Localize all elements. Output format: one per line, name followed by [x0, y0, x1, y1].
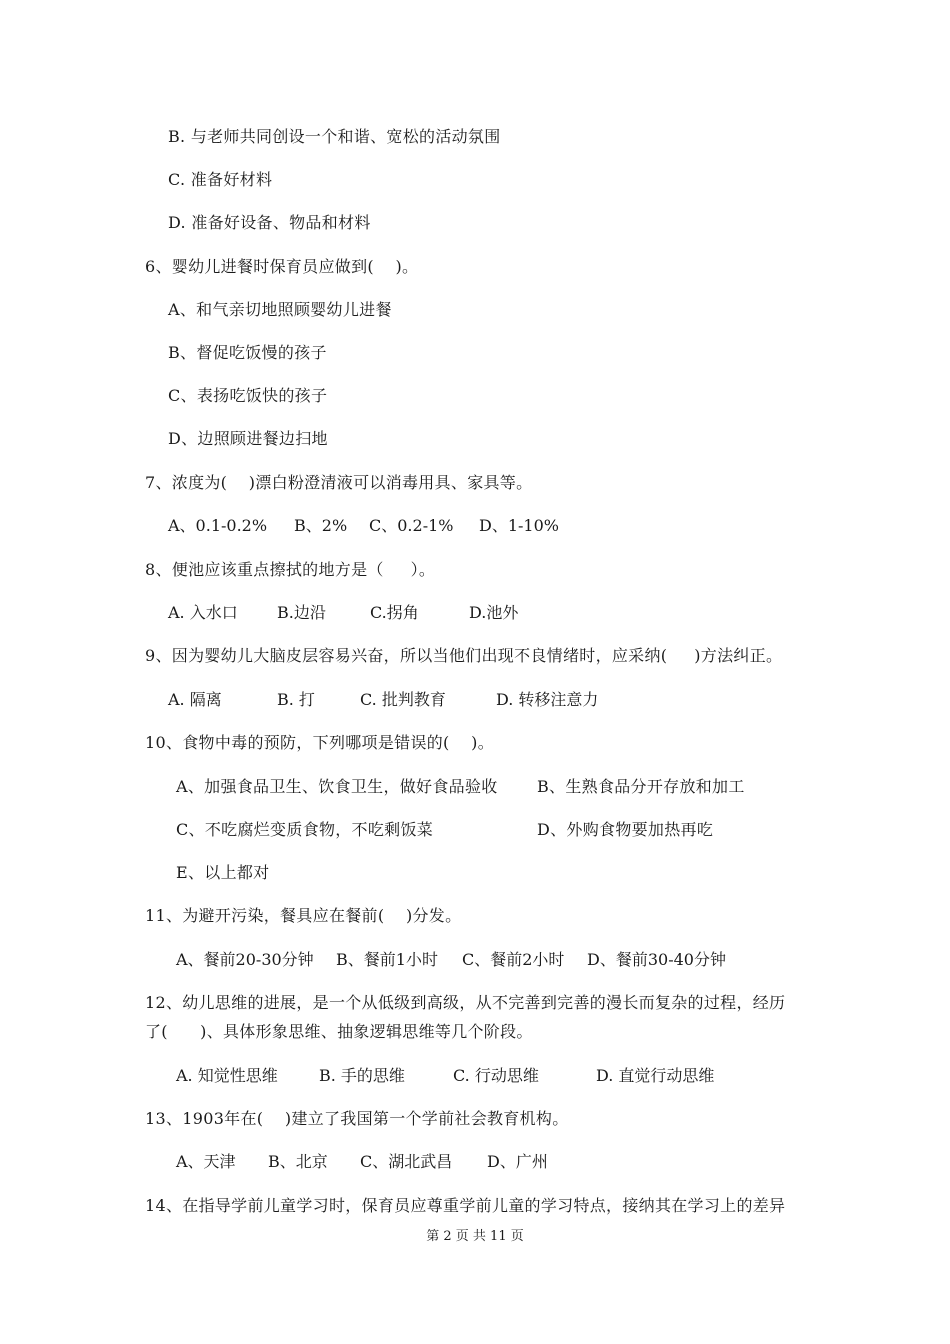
q7-stem: 7、浓度为( )漂白粉澄清液可以消毒用具、家具等。: [145, 473, 533, 492]
q5-option-b: B. 与老师共同创设一个和谐、宽松的活动氛围: [168, 127, 501, 146]
q8-option-b: B.边沿: [277, 603, 326, 622]
q13-stem: 13、1903年在( )建立了我国第一个学前社会教育机构。: [145, 1109, 569, 1128]
q11-option-a: A、餐前20-30分钟: [176, 950, 314, 969]
q8-stem: 8、便池应该重点擦拭的地方是（ ）。: [145, 560, 436, 579]
q13-option-a: A、天津: [176, 1152, 236, 1171]
q10-option-b: B、生熟食品分开存放和加工: [537, 777, 745, 796]
q12-option-d: D. 直觉行动思维: [596, 1066, 715, 1085]
q9-options: [0, 689, 950, 821]
q10-option-d: D、外购食物要加热再吃: [537, 820, 714, 839]
q11-option-b: B、餐前1小时: [336, 950, 438, 969]
q10-option-e: E、以上都对: [176, 863, 270, 882]
q13-options: [0, 1151, 950, 1283]
q12-option-a: A. 知觉性思维: [176, 1066, 278, 1085]
q11-option-c: C、餐前2小时: [462, 950, 565, 969]
q11-option-d: D、餐前30-40分钟: [587, 950, 726, 969]
q12-option-b: B. 手的思维: [319, 1066, 405, 1085]
q8-option-a: A. 入水口: [168, 603, 238, 622]
q8-option-c: C.拐角: [370, 603, 419, 622]
q6-option-c: C、表扬吃饭快的孩子: [168, 386, 328, 405]
q14-stem: 14、在指导学前儿童学习时，保育员应尊重学前儿童的学习特点，接纳其在学习上的差异: [145, 1196, 786, 1215]
q13-option-c: C、湖北武昌: [360, 1152, 453, 1171]
q7-option-c: C、0.2-1%: [369, 516, 454, 535]
q10-option-a: A、加强食品卫生、饮食卫生，做好食品验收: [176, 777, 498, 796]
page-number: 第 2 页 共 11 页: [426, 1229, 524, 1244]
q5-option-c: C. 准备好材料: [168, 170, 273, 189]
q6-option-d: D、边照顾进餐边扫地: [168, 429, 328, 448]
q12-option-c: C. 行动思维: [453, 1066, 539, 1085]
q6-stem: 6、婴幼儿进餐时保育员应做到( )。: [145, 257, 419, 276]
q9-stem: 9、因为婴幼儿大脑皮层容易兴奋，所以当他们出现不良情绪时，应采纳( )方法纠正。: [145, 646, 783, 665]
q11-stem: 11、为避开污染，餐具应在餐前( )分发。: [145, 906, 462, 925]
q7-option-b: B、2%: [294, 516, 348, 535]
q12-stem-line2: 了( )、具体形象思维、抽象逻辑思维等几个阶段。: [145, 1022, 533, 1041]
q8-option-d: D.池外: [469, 603, 519, 622]
q9-option-c: C. 批判教育: [360, 690, 446, 709]
q10-option-c: C、不吃腐烂变质食物，不吃剩饭菜: [176, 820, 434, 839]
q11-options: [0, 949, 950, 1081]
q10-stem: 10、食物中毒的预防，下列哪项是错误的( )。: [145, 733, 494, 752]
q5-option-d: D. 准备好设备、物品和材料: [168, 213, 371, 232]
q13-option-b: B、北京: [268, 1152, 328, 1171]
q9-option-b: B. 打: [277, 690, 315, 709]
q13-option-d: D、广州: [487, 1152, 548, 1171]
q7-option-a: A、0.1-0.2%: [168, 516, 268, 535]
q9-option-a: A. 隔离: [168, 690, 222, 709]
q12-stem-line1: 12、幼儿思维的进展，是一个从低级到高级，从不完善到完善的漫长而复杂的过程，经历: [145, 993, 786, 1012]
q9-option-d: D. 转移注意力: [496, 690, 599, 709]
q6-option-a: A、和气亲切地照顾婴幼儿进餐: [168, 300, 392, 319]
q7-option-d: D、1-10%: [479, 516, 559, 535]
q6-option-b: B、督促吃饭慢的孩子: [168, 343, 327, 362]
